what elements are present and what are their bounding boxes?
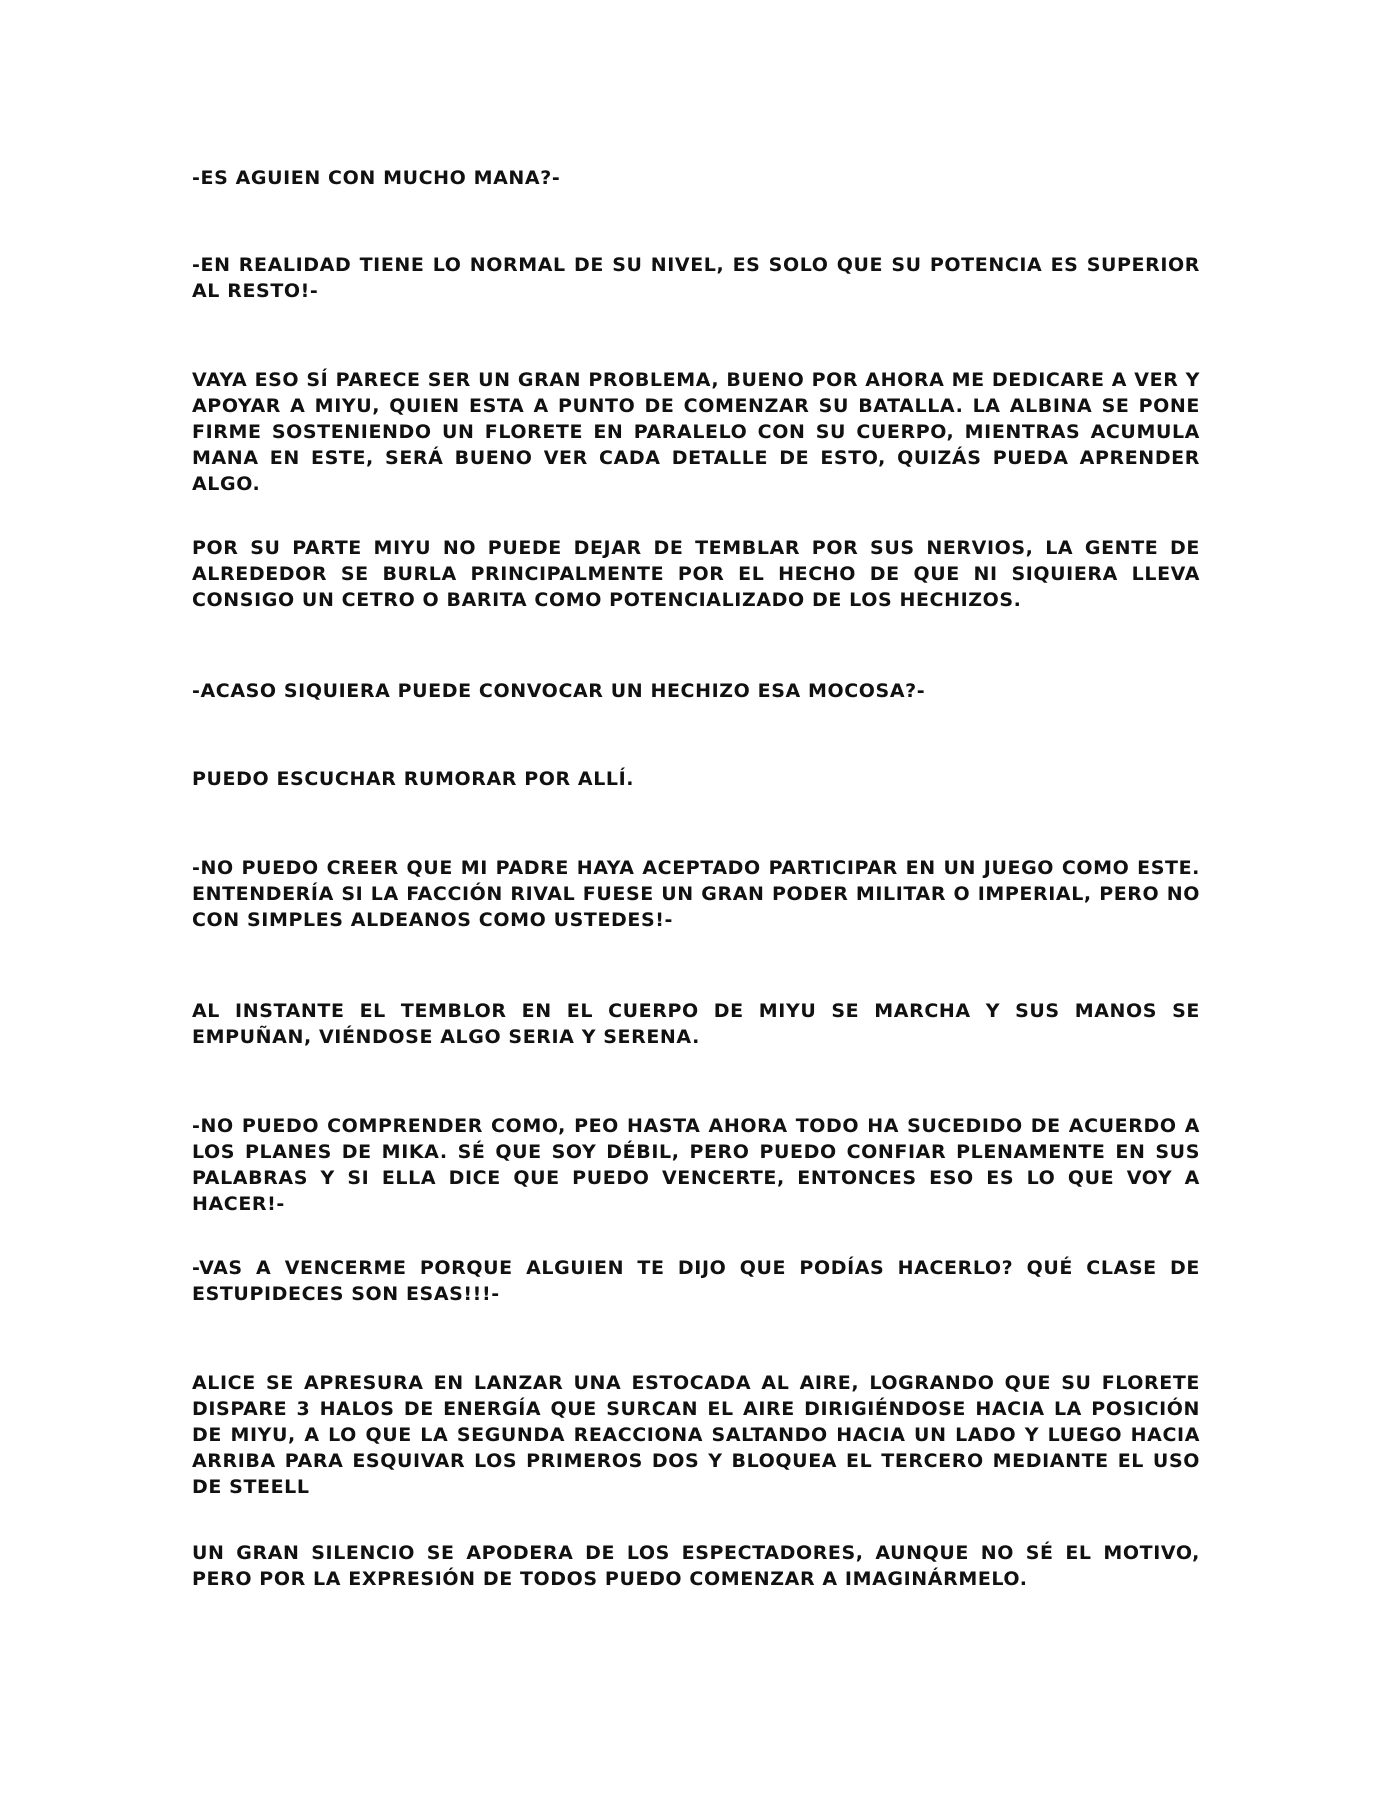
- paragraph-4: POR SU PARTE MIYU NO PUEDE DEJAR DE TEMBLAR POR SUS NERVIOS, LA GENTE DE ALREDEDOR SE BURLA PRINCIPALMENTE POR EL HECHO DE QUE NI SIQUIERA LLEVA CONSIGO UN CETRO O BARITA COMO POTENCIALIZADO DE LOS HECHIZOS.: [192, 537, 1200, 611]
- paragraph-8: AL INSTANTE EL TEMBLOR EN EL CUERPO DE MIYU SE MARCHA Y SUS MANOS SE EMPUÑAN, VIÉNDOSE ALGO SERIA Y SERENA.: [192, 1000, 1200, 1048]
- paragraph-9: -NO PUEDO COMPRENDER COMO, PEO HASTA AHORA TODO HA SUCEDIDO DE ACUERDO A LOS PLANES DE MIKA. SÉ QUE SOY DÉBIL, PERO PUEDO CONFIAR PLENAMENTE EN SUS PALABRAS Y SI ELLA DICE QUE PUEDO VENCERTE, ENTONCES ESO ES LO QUE VOY A HACER!-: [192, 1115, 1200, 1215]
- paragraph-2: -EN REALIDAD TIENE LO NORMAL DE SU NIVEL, ES SOLO QUE SU POTENCIA ES SUPERIOR AL RESTO!-: [192, 254, 1200, 302]
- paragraph-6: PUEDO ESCUCHAR RUMORAR POR ALLÍ.: [192, 768, 635, 790]
- paragraph-11: ALICE SE APRESURA EN LANZAR UNA ESTOCADA AL AIRE, LOGRANDO QUE SU FLORETE DISPARE 3 HALOS DE ENERGÍA QUE SURCAN EL AIRE DIRIGIÉNDOSE HACIA LA POSICIÓN DE MIYU, A LO QUE LA SEGUNDA REACCIONA SALTANDO HACIA UN LADO Y LUEGO HACIA ARRIBA PARA ESQUIVAR LOS PRIMEROS DOS Y BLOQUEA EL TERCERO MEDIANTE EL USO DE STEELL: [192, 1372, 1200, 1498]
- paragraph-5: -ACASO SIQUIERA PUEDE CONVOCAR UN HECHIZO ESA MOCOSA?-: [192, 680, 926, 702]
- paragraph-1: -ES AGUIEN CON MUCHO MANA?-: [192, 167, 561, 189]
- paragraph-12: UN GRAN SILENCIO SE APODERA DE LOS ESPECTADORES, AUNQUE NO SÉ EL MOTIVO, PERO POR LA EXPRESIÓN DE TODOS PUEDO COMENZAR A IMAGINÁRMELO.: [192, 1542, 1200, 1590]
- paragraph-3: VAYA ESO SÍ PARECE SER UN GRAN PROBLEMA, BUENO POR AHORA ME DEDICARE A VER Y APOYAR A MIYU, QUIEN ESTA A PUNTO DE COMENZAR SU BATALLA. LA ALBINA SE PONE FIRME SOSTENIENDO UN FLORETE EN PARALELO CON SU CUERPO, MIENTRAS ACUMULA MANA EN ESTE, SERÁ BUENO VER CADA DETALLE DE ESTO, QUIZÁS PUEDA APRENDER ALGO.: [192, 369, 1200, 495]
- paragraph-10: -VAS A VENCERME PORQUE ALGUIEN TE DIJO QUE PODÍAS HACERLO? QUÉ CLASE DE ESTUPIDECES SON ESAS!!!-: [192, 1257, 1200, 1305]
- paragraph-7: -NO PUEDO CREER QUE MI PADRE HAYA ACEPTADO PARTICIPAR EN UN JUEGO COMO ESTE. ENTENDERÍA SI LA FACCIÓN RIVAL FUESE UN GRAN PODER MILITAR O IMPERIAL, PERO NO CON SIMPLES ALDEANOS COMO USTEDES!-: [192, 857, 1200, 931]
